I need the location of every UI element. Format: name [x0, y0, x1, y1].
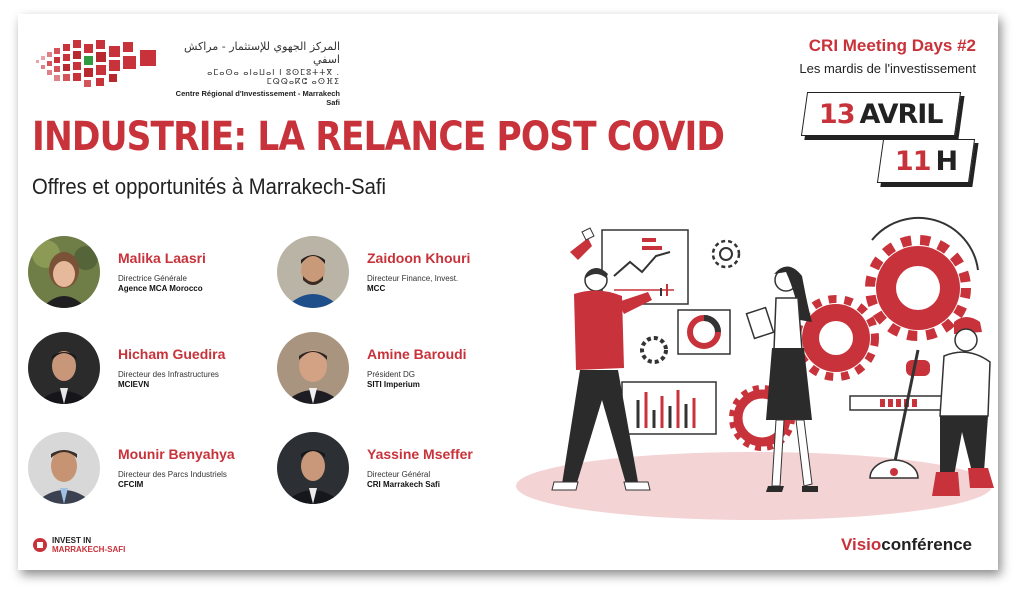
centre-name: Centre Régional d'Investissement - Marrakech Safi — [175, 89, 340, 107]
time-unit: H — [935, 145, 957, 177]
speaker-org: SITI Imperium — [367, 380, 420, 389]
speaker-photo — [28, 432, 100, 504]
date-day: 13 — [819, 98, 855, 130]
speaker-card — [277, 332, 517, 406]
speaker-role: Directeur des Parcs Industriels — [118, 470, 227, 479]
visio-part1: Visio — [840, 535, 882, 554]
event-subtitle: Offres et opportunités à Marrakech-Safi — [32, 174, 386, 199]
arabic-name: المركز الجهوي للإستثمار - مراكش اسفي — [183, 40, 340, 66]
speaker-name: Malika Laasri — [118, 250, 206, 266]
meeting-tagline: Les mardis de l'investissement — [799, 61, 976, 76]
meeting-header — [799, 36, 976, 76]
speaker-card — [28, 332, 268, 406]
speaker-org: Agence MCA Morocco — [118, 284, 203, 293]
floor-shadow — [516, 452, 992, 520]
speaker-photo — [28, 236, 100, 308]
event-poster — [18, 14, 998, 570]
speaker-name: Mounir Benyahya — [118, 446, 235, 462]
industry-illustration — [514, 210, 998, 540]
cri-logo-mosaic — [36, 40, 162, 90]
event-title: INDUSTRIE: LA RELANCE POST COVID — [32, 114, 725, 160]
speaker-photo — [28, 332, 100, 404]
speaker-photo — [277, 432, 349, 504]
gear-icon — [713, 241, 739, 267]
date-badge — [801, 92, 961, 136]
speaker-photo — [277, 332, 349, 404]
speaker-role: Président DG — [367, 370, 416, 379]
speaker-photo — [277, 236, 349, 308]
gear-large-icon — [870, 240, 966, 336]
speaker-card — [28, 432, 268, 506]
speaker-name: Hicham Guedira — [118, 346, 226, 362]
invest-line1: INVEST IN — [52, 536, 92, 545]
date-month: AVRIL — [859, 98, 943, 130]
speaker-name: Yassine Mseffer — [367, 446, 473, 462]
time-badge — [877, 139, 975, 183]
speaker-role: Directeur des Infrastructures — [118, 370, 219, 379]
speaker-org: MCC — [367, 284, 386, 293]
speaker-org: CRI Marrakech Safi — [367, 480, 440, 489]
tifinagh-name: ⴰⵎⴰⵙⴰ ⴰⵏⴰⵡⴰⵏ ⵏ ⵓⵙⵎⵓⵜⵜⴳ . ⵎⵕⵕⴰⴽⵛ ⴰⵙⴼⵉ — [207, 68, 340, 86]
invest-logo-icon — [32, 537, 48, 553]
cri-logo-text — [170, 40, 340, 107]
speaker-card — [277, 236, 517, 310]
visio-part2: conférence — [881, 535, 972, 554]
speaker-org: CFCIM — [118, 480, 144, 489]
speaker-role: Directrice Générale — [118, 274, 187, 283]
invest-line2: MARRAKECH-SAFI — [52, 545, 126, 554]
speaker-role: Directeur Général — [367, 470, 431, 479]
speaker-name: Amine Baroudi — [367, 346, 467, 362]
speaker-role: Directeur Finance, Invest. — [367, 274, 459, 283]
speaker-card — [28, 236, 268, 310]
gear-dark-icon — [642, 338, 666, 362]
time-hour: 11 — [894, 145, 931, 177]
meeting-series: CRI Meeting Days #2 — [808, 36, 976, 55]
visioconference-label — [841, 535, 972, 555]
speaker-name: Zaidoon Khouri — [367, 250, 471, 266]
speaker-org: MCIEVN — [118, 380, 150, 389]
invest-in-marrakech-safi-logo — [32, 536, 125, 554]
speaker-card — [277, 432, 517, 506]
